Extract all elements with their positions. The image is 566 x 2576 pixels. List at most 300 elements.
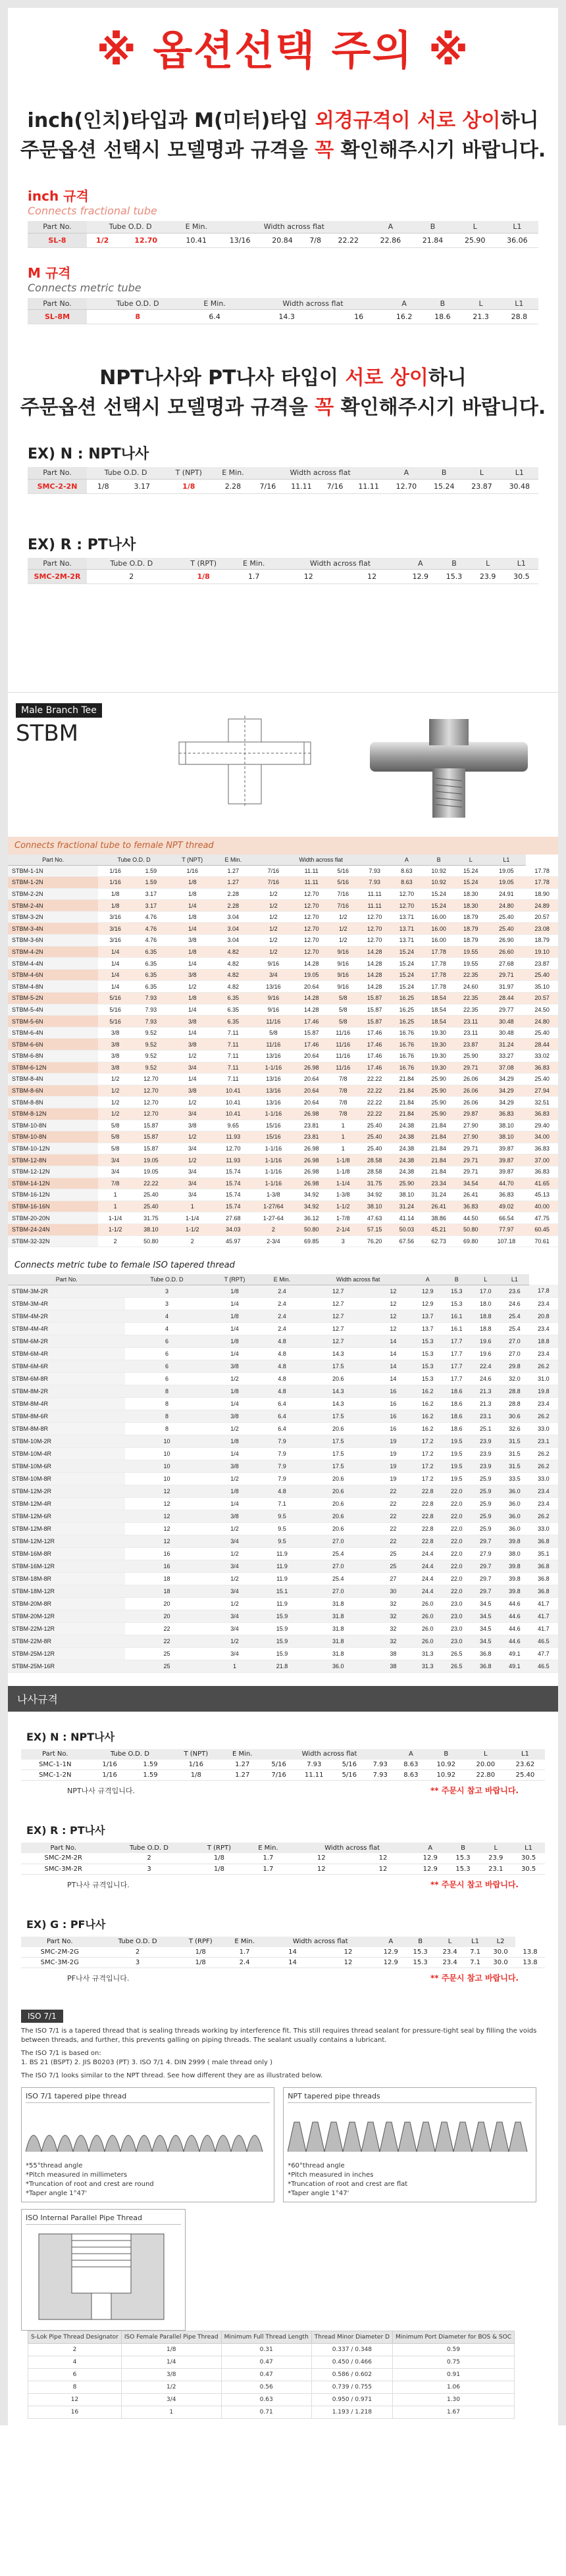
value-cell: 17.2 bbox=[413, 1435, 442, 1447]
value-cell: 3/4 bbox=[208, 1622, 261, 1635]
value-cell: 34.5 bbox=[471, 1610, 500, 1622]
value-cell: 27.0 bbox=[303, 1585, 373, 1597]
value-cell: 16.2 bbox=[385, 310, 423, 324]
part-number-cell: STBM-12M-8R bbox=[8, 1522, 125, 1535]
value-cell: 16.2 bbox=[413, 1385, 442, 1397]
value-cell: 36.83 bbox=[487, 1189, 527, 1201]
value-cell: 25.9 bbox=[471, 1510, 500, 1522]
table-row bbox=[8, 1039, 558, 1051]
value-cell: 3/16 bbox=[98, 911, 132, 923]
table-row bbox=[8, 1585, 558, 1597]
value-cell: 23.0 bbox=[442, 1610, 471, 1622]
value-cell: 12.70 bbox=[296, 946, 328, 958]
part-number-cell: STBM-8M-8R bbox=[8, 1422, 125, 1435]
value-cell: 15.87 bbox=[359, 1004, 391, 1016]
col-part: Part No. bbox=[21, 1749, 90, 1760]
value-cell: 19 bbox=[373, 1460, 413, 1472]
value-cell: 1/2 bbox=[251, 946, 296, 958]
value-cell: 3/8 bbox=[98, 1039, 132, 1051]
col-a: A bbox=[391, 855, 423, 865]
value-cell: 28.58 bbox=[359, 1166, 391, 1177]
value-cell: 6.35 bbox=[132, 981, 170, 993]
npt-box-note-2: *Pitch measured in inches bbox=[288, 2171, 374, 2179]
value-cell: 14.28 bbox=[359, 946, 391, 958]
value-cell: 22 bbox=[373, 1522, 413, 1535]
npt-box-note-3: *Truncation of root and crest are flat bbox=[288, 2181, 408, 2189]
value-cell: 2 bbox=[87, 570, 176, 584]
value-cell: 5/8 bbox=[251, 1027, 296, 1039]
part-number-cell: 8 bbox=[28, 2381, 122, 2394]
table-row bbox=[8, 1610, 558, 1622]
part-number-cell: STBM-1-2N bbox=[8, 877, 98, 889]
part-number-cell: STBM-6M-2R bbox=[8, 1335, 125, 1347]
value-cell: 49.02 bbox=[487, 1201, 527, 1212]
value-cell: 18.54 bbox=[423, 1016, 455, 1028]
value-cell: 17.7 bbox=[442, 1372, 471, 1385]
value-cell: 2.4 bbox=[261, 1297, 303, 1310]
value-cell: 22.0 bbox=[442, 1485, 471, 1497]
value-cell: 25.1 bbox=[471, 1422, 500, 1435]
value-cell: 2.4 bbox=[261, 1310, 303, 1322]
value-cell: 6.35 bbox=[132, 946, 170, 958]
value-cell: 16.76 bbox=[391, 1051, 423, 1062]
value-cell: 16 bbox=[125, 1560, 208, 1572]
value-cell: 23.0 bbox=[442, 1622, 471, 1635]
value-cell: 15.24 bbox=[423, 900, 455, 912]
value-cell: 22.22 bbox=[327, 233, 369, 247]
table-row bbox=[8, 1572, 558, 1585]
value-cell: 44.6 bbox=[500, 1610, 529, 1622]
value-cell: 12.70 bbox=[359, 911, 391, 923]
value-cell: 1/8 bbox=[170, 1770, 221, 1781]
table-row bbox=[8, 1460, 558, 1472]
thread-pf-label: EX) G : PF나사 bbox=[26, 1918, 106, 1931]
value-cell: 28.44 bbox=[526, 1039, 558, 1051]
value-cell: 0.59 bbox=[392, 2344, 514, 2356]
value-cell: 37.08 bbox=[487, 1062, 527, 1074]
value-cell: 33.02 bbox=[526, 1051, 558, 1062]
value-cell: 11/16 bbox=[251, 1016, 296, 1028]
value-cell: 1-1/16 bbox=[251, 1166, 296, 1177]
part-number-cell: STBM-10M-6R bbox=[8, 1460, 125, 1472]
value-cell: 29.71 bbox=[455, 1062, 487, 1074]
value-cell: 29.7 bbox=[471, 1572, 500, 1585]
value-cell: 31.5 bbox=[500, 1435, 529, 1447]
part-number-cell: STBM-20M-12R bbox=[8, 1610, 125, 1622]
value-cell: 5/8 bbox=[98, 1131, 132, 1143]
col-a: A bbox=[385, 298, 423, 310]
value-cell: 16.2 bbox=[413, 1422, 442, 1435]
iso-spec-table bbox=[8, 1274, 558, 1673]
value-cell: 25.40 bbox=[359, 1143, 391, 1154]
npt-spec-table bbox=[8, 855, 558, 1247]
table-row bbox=[8, 1510, 558, 1522]
part-number-cell: STBM-8-6N bbox=[8, 1085, 98, 1097]
value-cell: 1/8 bbox=[165, 479, 213, 493]
value-cell: 29.77 bbox=[487, 1004, 527, 1016]
col-tube: Tube O.D. D bbox=[87, 558, 176, 570]
value-cell: 1/8 bbox=[176, 570, 231, 584]
value-cell: 32 bbox=[373, 1622, 413, 1635]
value-cell: 20.57 bbox=[526, 993, 558, 1004]
value-cell: 20.8 bbox=[529, 1310, 558, 1322]
value-cell: 9.65 bbox=[215, 1120, 251, 1131]
col-l1: L1 bbox=[505, 1749, 545, 1760]
value-cell: 15.24 bbox=[391, 969, 423, 981]
value-cell: 7.93 bbox=[365, 1770, 396, 1781]
value-cell: 22.22 bbox=[132, 1177, 170, 1189]
part-number-cell: STBM-3-4N bbox=[8, 923, 98, 935]
table-row bbox=[28, 2394, 515, 2406]
value-cell: 12.9 bbox=[376, 1958, 405, 1968]
value-cell: 9.5 bbox=[261, 1510, 303, 1522]
value-cell: 3/8 bbox=[170, 1016, 215, 1028]
value-cell: 3/16 bbox=[98, 935, 132, 947]
value-cell: 31.3 bbox=[413, 1647, 442, 1660]
value-cell: 5/16 bbox=[334, 1770, 365, 1781]
value-cell: 3/4 bbox=[121, 2394, 221, 2406]
value-cell: 1.7 bbox=[224, 1947, 265, 1958]
value-cell: 12.70 bbox=[359, 923, 391, 935]
col-tube: Tube O.D. D bbox=[125, 1274, 208, 1285]
value-cell: 6.35 bbox=[215, 993, 251, 1004]
value-cell: 20.6 bbox=[303, 1485, 373, 1497]
value-cell: 17.46 bbox=[359, 1062, 391, 1074]
col-l1: L1 bbox=[512, 1843, 545, 1853]
part-number-cell: STBM-10-8N bbox=[8, 1120, 98, 1131]
value-cell: 36.83 bbox=[455, 1201, 487, 1212]
part-number-cell: STBM-16-16N bbox=[8, 1201, 98, 1212]
value-cell: 1-1/16 bbox=[251, 1108, 296, 1120]
value-cell: 1/2 bbox=[251, 900, 296, 912]
value-cell: 20.64 bbox=[296, 1074, 328, 1085]
value-cell: 22.22 bbox=[359, 1108, 391, 1120]
value-cell: 18.30 bbox=[455, 888, 487, 900]
col-l: L bbox=[461, 298, 500, 310]
value-cell: 18.6 bbox=[442, 1422, 471, 1435]
col-l: L bbox=[471, 558, 505, 570]
value-cell: 12.9 bbox=[413, 1285, 442, 1297]
value-cell: 18 bbox=[125, 1585, 208, 1597]
value-cell: 31.8 bbox=[303, 1597, 373, 1610]
part-number-cell: STBM-6-6N bbox=[8, 1039, 98, 1051]
value-cell: 8 bbox=[87, 310, 188, 324]
value-cell: 8 bbox=[125, 1410, 208, 1422]
data-header: ISO Female Parallel Pipe Thread bbox=[121, 2331, 221, 2344]
col-l: L bbox=[463, 467, 500, 479]
value-cell: 4.82 bbox=[215, 958, 251, 970]
table-row bbox=[8, 1166, 558, 1177]
table-row bbox=[8, 1143, 558, 1154]
value-cell: 31.24 bbox=[423, 1189, 455, 1201]
table-row bbox=[8, 1622, 558, 1635]
value-cell: 25.40 bbox=[359, 1120, 391, 1131]
product-name: STBM bbox=[16, 720, 79, 747]
product-header bbox=[8, 692, 558, 837]
value-cell: 3/4 bbox=[208, 1647, 261, 1660]
value-cell: 34.29 bbox=[487, 1074, 527, 1085]
table-row bbox=[21, 1947, 545, 1958]
value-cell: 27.90 bbox=[455, 1131, 487, 1143]
value-cell: 6.4 bbox=[261, 1397, 303, 1410]
value-cell: 15.74 bbox=[215, 1177, 251, 1189]
value-cell: 7.93 bbox=[132, 1004, 170, 1016]
value-cell: 12.7 bbox=[303, 1322, 373, 1335]
data-header: Thread Minor Diameter D bbox=[311, 2331, 392, 2344]
value-cell: 6 bbox=[125, 1360, 208, 1372]
value-cell: 29.71 bbox=[455, 1143, 487, 1154]
value-cell: 8.63 bbox=[396, 1770, 426, 1781]
value-cell: 22.8 bbox=[413, 1522, 442, 1535]
value-cell: 26.0 bbox=[413, 1597, 442, 1610]
part-number-cell: STBM-10M-4R bbox=[8, 1447, 125, 1460]
value-cell: 14.28 bbox=[359, 958, 391, 970]
value-cell: 49.1 bbox=[500, 1647, 529, 1660]
value-cell: 20.6 bbox=[303, 1422, 373, 1435]
thread-spec-section bbox=[8, 1686, 558, 1984]
value-cell: 19.8 bbox=[529, 1385, 558, 1397]
value-cell: 3/4 bbox=[170, 1177, 215, 1189]
value-cell: 39.8 bbox=[500, 1572, 529, 1585]
value-cell: 12.70 bbox=[296, 923, 328, 935]
value-cell: 12 bbox=[373, 1285, 413, 1297]
col-l1: L1 bbox=[465, 1937, 486, 1947]
value-cell: 15.24 bbox=[423, 888, 455, 900]
value-cell: 1/16 bbox=[90, 1770, 130, 1781]
inch-spec-row bbox=[28, 233, 538, 247]
value-cell: 1/4 bbox=[170, 1074, 215, 1085]
value-cell: 14.28 bbox=[296, 993, 328, 1004]
value-cell: 18.6 bbox=[442, 1385, 471, 1397]
value-cell: 19.30 bbox=[423, 1062, 455, 1074]
value-cell: 36.8 bbox=[471, 1647, 500, 1660]
value-cell: 6.4 bbox=[261, 1422, 303, 1435]
value-cell: 26.2 bbox=[529, 1510, 558, 1522]
confirm-emphasis-2: 꼭 bbox=[315, 396, 334, 419]
part-number-cell: STBM-16-12N bbox=[8, 1189, 98, 1201]
value-cell: 10 bbox=[125, 1447, 208, 1460]
value-cell: 26.06 bbox=[455, 1085, 487, 1097]
value-cell: 17.2 bbox=[413, 1472, 442, 1485]
value-cell: 10 bbox=[125, 1435, 208, 1447]
value-cell: 34.92 bbox=[296, 1189, 328, 1201]
col-part: Part No. bbox=[28, 298, 87, 310]
table-row bbox=[8, 1131, 558, 1143]
value-cell: 24.89 bbox=[526, 900, 558, 912]
value-cell: 9/16 bbox=[328, 981, 359, 993]
value-cell: 9.52 bbox=[132, 1051, 170, 1062]
value-cell: 21.8 bbox=[261, 1660, 303, 1672]
value-cell: 13.7 bbox=[413, 1322, 442, 1335]
col-width: Width across flat bbox=[265, 1937, 376, 1947]
value-cell: 3/4 bbox=[170, 1143, 215, 1154]
value-cell: 19.30 bbox=[423, 1039, 455, 1051]
part-number-cell: STBM-16M-12R bbox=[8, 1560, 125, 1572]
value-cell: 1/2 bbox=[251, 923, 296, 935]
value-cell: 27 bbox=[373, 1572, 413, 1585]
value-cell: 13.7 bbox=[413, 1310, 442, 1322]
col-l: L bbox=[455, 855, 487, 865]
value-cell: 1-1/2 bbox=[328, 1201, 359, 1212]
col-l2: L2 bbox=[486, 1937, 515, 1947]
value-cell: 25.40 bbox=[487, 911, 527, 923]
part-number-cell: SMC-2M-2G bbox=[21, 1947, 99, 1958]
col-tube: Tube O.D. D bbox=[87, 467, 165, 479]
value-cell: 27.9 bbox=[471, 1547, 500, 1560]
value-cell: 5/16 bbox=[98, 1016, 132, 1028]
value-cell: 1/2 bbox=[208, 1422, 261, 1435]
table-row bbox=[8, 1224, 558, 1235]
table-row bbox=[8, 1322, 558, 1335]
value-cell: 41.7 bbox=[529, 1622, 558, 1635]
confirm-text-2: 주문옵션 선택시 모델명과 규격을 bbox=[20, 396, 315, 419]
value-cell: 12.70 bbox=[391, 888, 423, 900]
value-cell: 19.05 bbox=[487, 865, 527, 877]
value-cell: 7/8 bbox=[303, 233, 327, 247]
value-cell: 20.6 bbox=[303, 1497, 373, 1510]
value-cell: 1/4 bbox=[208, 1297, 261, 1310]
col-b: B bbox=[442, 1274, 471, 1285]
col-l1: L1 bbox=[487, 855, 527, 865]
value-cell: 24.6 bbox=[471, 1372, 500, 1385]
value-cell: 12 bbox=[352, 1864, 414, 1874]
table-row bbox=[8, 1472, 558, 1485]
value-cell: 15.3 bbox=[442, 1285, 471, 1297]
value-cell: 22.0 bbox=[442, 1510, 471, 1522]
value-cell: 23.81 bbox=[296, 1131, 328, 1143]
value-cell: 6.35 bbox=[215, 1004, 251, 1016]
value-cell: 23.9 bbox=[471, 1460, 500, 1472]
value-cell: 36.0 bbox=[500, 1485, 529, 1497]
value-cell: 1/2 bbox=[251, 911, 296, 923]
col-t: T (NPT) bbox=[165, 467, 213, 479]
value-cell: 7.93 bbox=[365, 1760, 396, 1770]
value-cell: 13.71 bbox=[391, 923, 423, 935]
part-number-cell: 16 bbox=[28, 2406, 122, 2419]
value-cell: 13.8 bbox=[515, 1947, 545, 1958]
table-row bbox=[8, 877, 558, 889]
value-cell: 24.38 bbox=[391, 1166, 423, 1177]
value-cell: 31.0 bbox=[529, 1372, 558, 1385]
value-cell: 15.74 bbox=[215, 1166, 251, 1177]
value-cell: 4 bbox=[125, 1310, 208, 1322]
value-cell: 1/2 bbox=[170, 1154, 215, 1166]
value-cell: 3 bbox=[106, 1864, 193, 1874]
table-row bbox=[8, 1097, 558, 1108]
value-cell: 2 bbox=[251, 1224, 296, 1235]
value-cell: 24.4 bbox=[413, 1560, 442, 1572]
value-cell: 12.70 bbox=[132, 1108, 170, 1120]
col-tube: Tube O.D. D bbox=[90, 1749, 171, 1760]
table-row bbox=[8, 1647, 558, 1660]
col-b: B bbox=[411, 221, 453, 233]
value-cell: 15.3 bbox=[447, 1853, 480, 1864]
value-cell: 26.06 bbox=[455, 1074, 487, 1085]
value-cell: 2 bbox=[106, 1853, 193, 1864]
value-cell: 9/16 bbox=[251, 1004, 296, 1016]
value-cell: 25.90 bbox=[391, 1177, 423, 1189]
value-cell: 7.1 bbox=[465, 1958, 486, 1968]
parallel-box-title: ISO Internal Parallel Pipe Thread bbox=[26, 2214, 181, 2225]
connector-text-2: 타입 bbox=[270, 109, 315, 132]
value-cell: 15.74 bbox=[215, 1189, 251, 1201]
data-header: Minimum Port Diameter for BOS & SOC bbox=[392, 2331, 514, 2344]
value-cell: 1/8 bbox=[177, 1947, 224, 1958]
value-cell: 1/2 bbox=[170, 981, 215, 993]
table-row bbox=[8, 1360, 558, 1372]
value-cell: 62.73 bbox=[423, 1235, 455, 1247]
value-cell: 11.11 bbox=[359, 900, 391, 912]
col-part: Part No. bbox=[8, 1274, 125, 1285]
notice-title: ※ 옵션선택 주의 ※ bbox=[96, 26, 470, 74]
col-part: Part No. bbox=[28, 467, 87, 479]
col-width: Width across flat bbox=[303, 1274, 413, 1285]
value-cell: 17.78 bbox=[423, 958, 455, 970]
value-cell: 1/16 bbox=[170, 865, 215, 877]
value-cell: 1.193 / 1.218 bbox=[311, 2406, 392, 2419]
value-cell: 7.93 bbox=[132, 1016, 170, 1028]
value-cell: 26.98 bbox=[296, 1154, 328, 1166]
value-cell: 6.35 bbox=[132, 958, 170, 970]
value-cell: 26.98 bbox=[296, 1177, 328, 1189]
value-cell: 32 bbox=[373, 1610, 413, 1622]
value-cell: 66.54 bbox=[487, 1212, 527, 1224]
notice-section bbox=[8, 8, 558, 692]
value-cell: 12 bbox=[373, 1297, 413, 1310]
value-cell: 17.5 bbox=[303, 1435, 373, 1447]
value-cell: 39.8 bbox=[500, 1560, 529, 1572]
col-l: L bbox=[479, 1843, 512, 1853]
value-cell: 25.40 bbox=[359, 1131, 391, 1143]
value-cell: 34.29 bbox=[487, 1097, 527, 1108]
npt-box-title: NPT tapered pipe threads bbox=[288, 2092, 532, 2103]
value-cell: 13/16 bbox=[251, 981, 296, 993]
value-cell: 14 bbox=[373, 1347, 413, 1360]
value-cell: 1/2 bbox=[208, 1472, 261, 1485]
part-number-cell: STBM-8M-2R bbox=[8, 1385, 125, 1397]
value-cell: 12.70 bbox=[388, 479, 425, 493]
col-width: Width across flat bbox=[253, 467, 387, 479]
value-cell: 29.40 bbox=[526, 1120, 558, 1131]
value-cell: 13/16 bbox=[219, 233, 261, 247]
value-cell: 4.8 bbox=[261, 1485, 303, 1497]
value-cell: 19.6 bbox=[471, 1347, 500, 1360]
value-cell: 21.84 bbox=[423, 1154, 455, 1166]
value-cell: 24.50 bbox=[526, 1004, 558, 1016]
col-t: T (NPT) bbox=[170, 1749, 221, 1760]
npt-thread-diagram bbox=[288, 2106, 531, 2158]
value-cell: 3.04 bbox=[215, 935, 251, 947]
part-number-cell: 4 bbox=[28, 2356, 122, 2369]
value-cell: 11.9 bbox=[261, 1597, 303, 1610]
value-cell: 20.57 bbox=[526, 911, 558, 923]
value-cell: 12 bbox=[373, 1322, 413, 1335]
value-cell: 23.34 bbox=[423, 1177, 455, 1189]
part-number-cell: STBM-18M-8R bbox=[8, 1572, 125, 1585]
value-cell: 3/4 bbox=[170, 1062, 215, 1074]
table-row bbox=[8, 958, 558, 970]
value-cell: 24.91 bbox=[487, 888, 527, 900]
col-b: B bbox=[437, 558, 471, 570]
value-cell: 0.337 / 0.348 bbox=[311, 2344, 392, 2356]
value-cell: 1.59 bbox=[130, 1770, 171, 1781]
value-cell: 22.8 bbox=[413, 1535, 442, 1547]
value-cell: 12.70 bbox=[296, 911, 328, 923]
value-cell: 50.80 bbox=[132, 1235, 170, 1247]
col-width: Width across flat bbox=[219, 221, 369, 233]
value-cell: 33.0 bbox=[529, 1422, 558, 1435]
value-cell: 1/8 bbox=[208, 1310, 261, 1322]
